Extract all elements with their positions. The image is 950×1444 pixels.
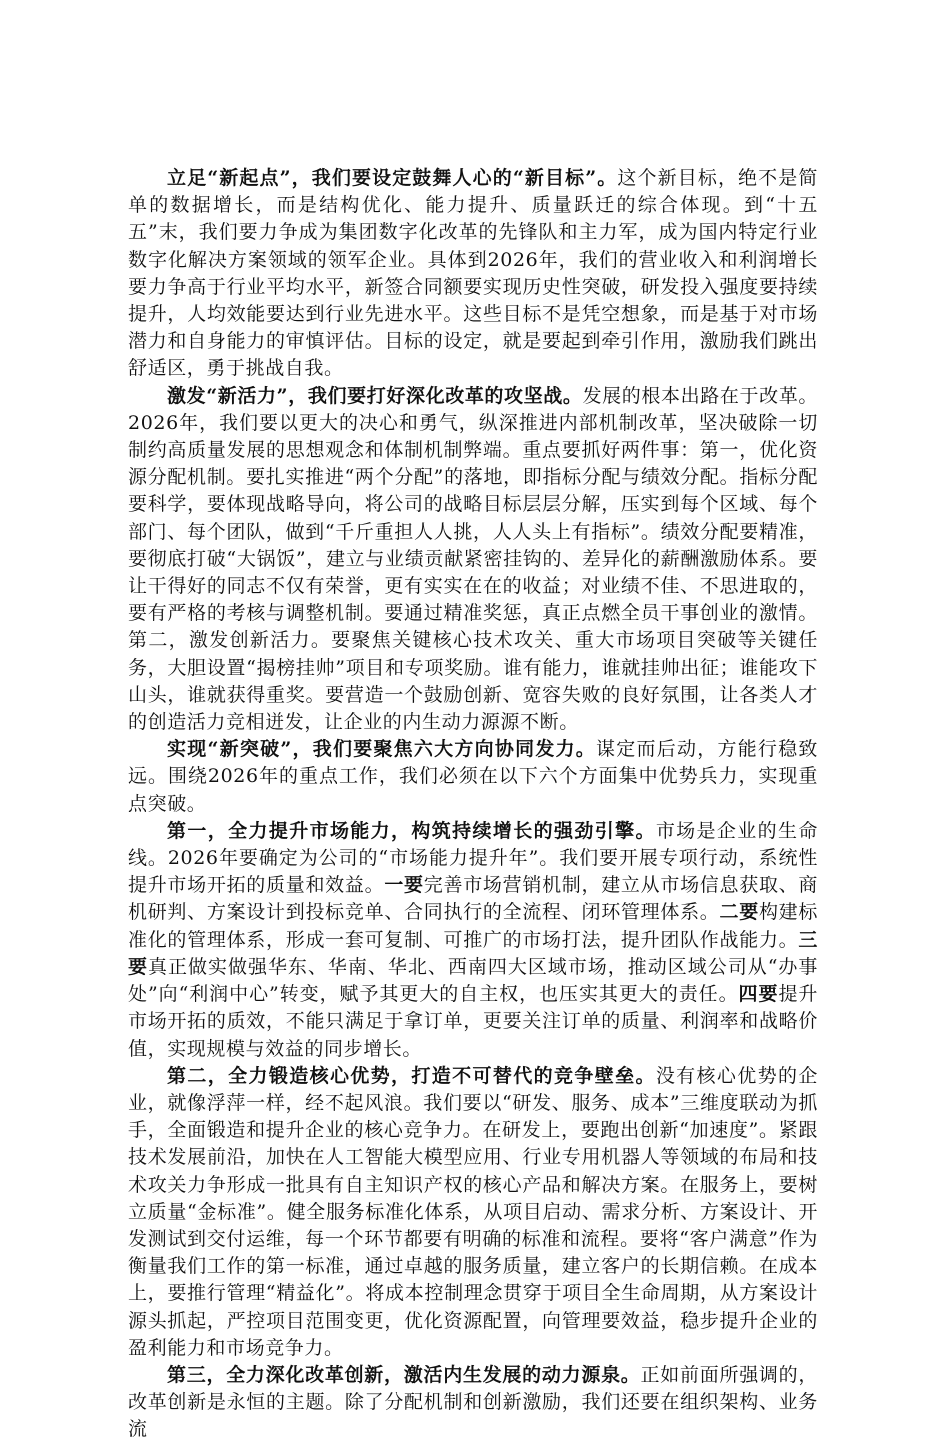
paragraph-text: 谋定而后动，方能行稳致远。围绕2026年的重点工作，我们必须在以下六个方面集中优势兵力，实现重点突破。 [128, 738, 818, 815]
paragraph-text: 没有核心优势的企业，就像浮萍一样，经不起风浪。我们要以“研发、服务、成本”三维度联动为抓手，全面锻造和提升企业的核心竞争力。在研发上，要跑出创新“加速度”。紧跟技术发展前沿，加快在人工智能大模型应用、行业专用机器人等领域的布局和技术攻关力争形成一批具有自主知识产权的核心产品和解决方案。在服务上，要树立质量“金标准”。健全服务标准化体系，从项目启动、需求分析、方案设计、开发测试到交付运维，每一个环节都要有明确的标准和流程。要将“客户满意”作为衡量我们工作的第一标准，通过卓越的服务质量，建立客户的长期信赖。在成本上，要推行管理“精益化”。将成本控制理念贯穿于项目全生命周期，从方案设计源头抓起，严控项目范围变更，优化资源配置，向管理要效益，稳步提升企业的盈利能力和市场竞争力。 [128, 1064, 818, 1359]
paragraph-keyword: 四要 [738, 983, 779, 1006]
paragraph-keyword: 二要 [719, 901, 759, 924]
paragraph-text: 这个新目标，绝不是简单的数据增长，而是结构优化、能力提升、质量跃迁的综合体现。到“十五五”末，我们要力争成为集团数字化改革的先锋队和主力军，成为国内特定行业数字化解决方案领域的领军企业。具体到2026年，我们的营业收入和利润增长要力争高于行业平均水平，新签合同额要实现历史性突破，研发投入强度要持续提升，人均效能要达到行业先进水平。这些目标不是凭空想象，而是基于对市场潜力和自身能力的审慎评估。目标的设定，就是要起到牵引作用，激励我们跳出舒适区，勇于挑战自我。 [128, 167, 818, 380]
paragraph-new-goal [128, 165, 818, 383]
paragraph-text: 发展的根本出路在于改革。2026年，我们要以更大的决心和勇气，纵深推进内部机制改革，坚决破除一切制约高质量发展的思想观念和体制机制弊端。重点要抓好两件事：第一，优化资源分配机制。要扎实推进“两个分配”的落地，即指标分配与绩效分配。指标分配要科学，要体现战略导向，将公司的战略目标层层分解，压实到每个区域、每个部门、每个团队，做到“千斤重担人人挑，人人头上有指标”。绩效分配要精准，要彻底打破“大锅饭”，建立与业绩贡献紧密挂钩的、差异化的薪酬激励体系。要让干得好的同志不仅有荣誉，更有实实在在的收益；对业绩不佳、不思进取的，要有严格的考核与调整机制。要通过精准奖惩，真正点燃全员干事创业的激情。第二，激发创新活力。要聚焦关键核心技术攻关、重大市场项目突破等关键任务，大胆设置“揭榜挂帅”项目和专项奖励。谁有能力，谁就挂帅出征；谁能攻下山头，谁就获得重奖。要营造一个鼓励创新、宽容失败的良好氛围，让各类人才的创造活力竞相迸发，让企业的内生动力源源不断。 [128, 384, 819, 734]
paragraph-lead: 立足“新起点”，我们要设定鼓舞人心的“新目标”。 [167, 167, 618, 189]
paragraph-text-seg: 完善市场营销机制，建立从市场信息获取、商机研判、方案设计到投标竞单、合同执行的全流程、闭环管理体系。 [128, 874, 818, 924]
document-body [128, 165, 818, 1444]
paragraph-text-seg: 提升市场开拓的质效，不能只满足于拿订单，更要关注订单的质量、利润率和战略价值，实现规模与效益的同步增长。 [128, 983, 819, 1060]
paragraph-lead: 第三，全力深化改革创新，激活内生发展的动力源泉。 [167, 1363, 641, 1386]
paragraph-keyword: 三要 [128, 928, 818, 978]
paragraph-text-seg: 市场是企业的生命线。2026年要确定为公司的“市场能力提升年”。我们要开展专项行动，系统性提升市场开拓的质量和效益。 [128, 819, 818, 897]
paragraph-core-advantage [128, 1063, 818, 1362]
paragraph-new-vitality [128, 383, 818, 737]
paragraph-keyword: 一要 [384, 874, 424, 897]
paragraph-lead: 第二，全力锻造核心优势，打造不可替代的竞争壁垒。 [167, 1064, 656, 1087]
paragraph-text-seg: 真正做实做强华东、华南、华北、西南四大区域市场，推动区域公司从“办事处”向“利润中心”转变，赋予其更大的自主权，也压实其更大的责任。 [128, 955, 818, 1006]
paragraph-reform-innovation [128, 1362, 818, 1444]
paragraph-lead: 激发“新活力”，我们要打好深化改革的攻坚战。 [167, 384, 583, 407]
paragraph-text: 正如前面所强调的，改革创新是永恒的主题。除了分配机制和创新激励，我们还要在组织架构、业务流 [128, 1363, 818, 1441]
paragraph-lead: 实现“新突破”，我们要聚焦六大方向协同发力。 [167, 738, 597, 761]
paragraph-lead: 第一，全力提升市场能力，构筑持续增长的强劲引擎。 [167, 819, 656, 842]
paragraph-text-seg: 构建标准化的管理体系，形成一套可复制、可推广的市场打法，提升团队作战能力。 [128, 901, 818, 951]
paragraph-market-capability [128, 818, 818, 1063]
paragraph-new-breakthrough [128, 736, 818, 818]
